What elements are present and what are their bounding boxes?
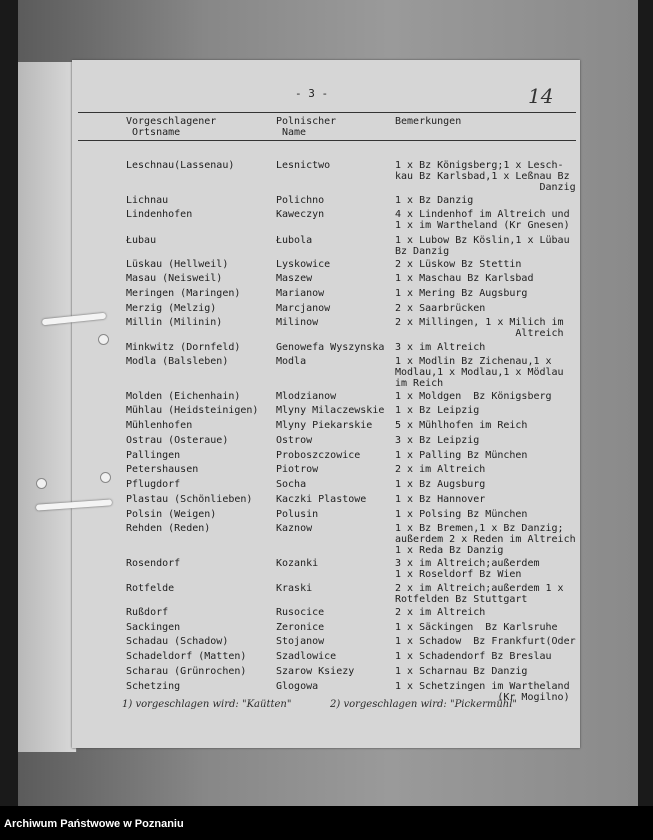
page-number: - 3 -	[295, 87, 329, 100]
back-sheet	[18, 62, 77, 752]
header-proposed-name: Vorgeschlagener Ortsname	[126, 116, 217, 138]
header-polish-name: Polnischer Name	[276, 116, 337, 138]
header-top-rule	[78, 112, 576, 113]
punch-hole	[98, 334, 109, 345]
header-remarks: Bemerkungen	[395, 116, 462, 127]
footnote-1: 1) vorgeschlagen wird: "Kaütten"	[122, 699, 292, 710]
header-bottom-rule	[78, 140, 576, 141]
folio-number: 14	[528, 84, 554, 108]
archive-label: Archiwum Państwowe w Poznaniu	[4, 818, 184, 830]
punch-hole	[100, 472, 111, 483]
footnote-2: 2) vorgeschlagen wird: "Pickermühl"	[330, 699, 518, 710]
punch-hole	[36, 478, 47, 489]
